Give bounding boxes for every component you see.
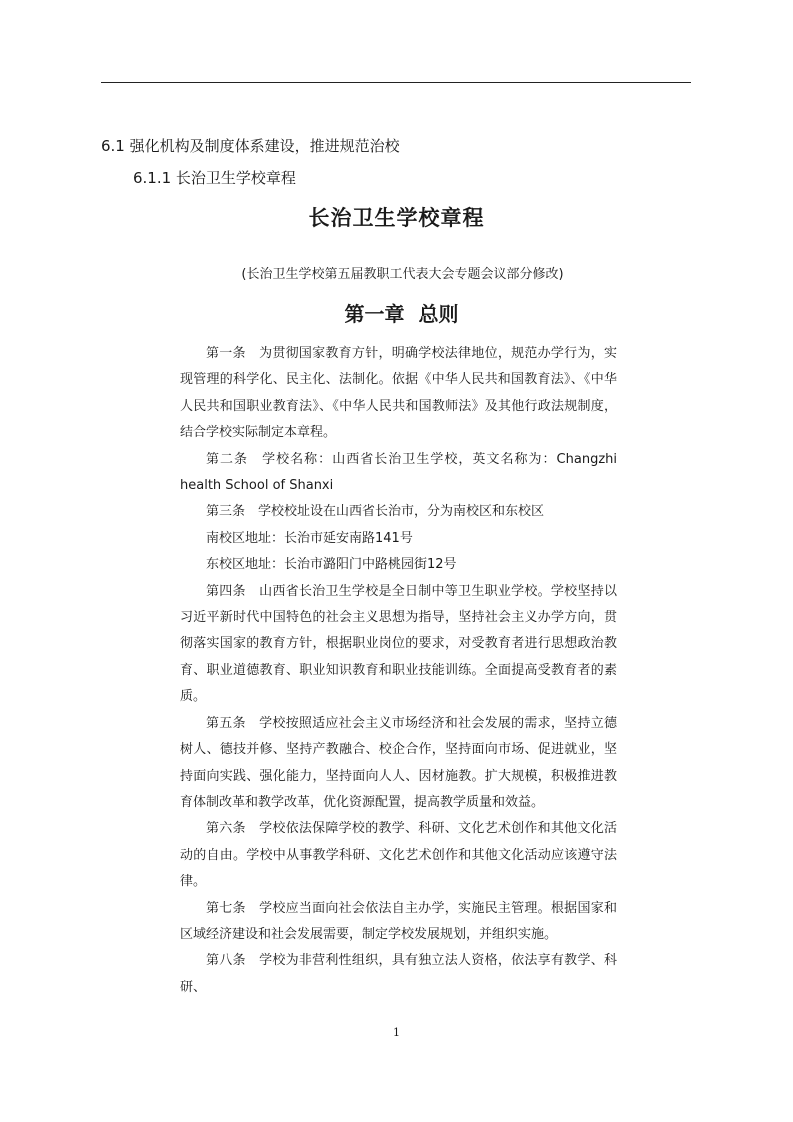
article-3: 第三条 学校校址设在山西省长治市，分为南校区和东校区 bbox=[206, 504, 545, 520]
chapter-name: 总则 bbox=[418, 302, 459, 326]
document-body bbox=[180, 341, 617, 1001]
south-campus-address: 南校区地址：长治市延安南路141号 bbox=[206, 530, 413, 546]
article-8: 第八条 学校为非营利性组织，具有独立法人资格，依法享有教学、科研、 bbox=[180, 953, 617, 995]
article-6: 第六条 学校依法保障学校的教学、科研、文化艺术创作和其他文化活动的自由。学校中从事教学科研、文化艺术创作和其他文化活动应该遵守法律。 bbox=[180, 821, 617, 890]
article-7: 第七条 学校应当面向社会依法自主办学，实施民主管理。根据国家和区域经济建设和社会发展需要，制定学校发展规划，并组织实施。 bbox=[180, 900, 617, 942]
document-subtitle: (长治卫生学校第五届教职工代表大会专题会议部分修改) bbox=[241, 267, 564, 282]
article-2: 第二条 学校名称：山西省长治卫生学校，英文名称为：Changzhi health School of Shanxi bbox=[180, 451, 617, 494]
sub-heading: 6.1.1 长治卫生学校章程 bbox=[133, 169, 296, 187]
chapter-number: 第一章 bbox=[344, 302, 405, 326]
document-title: 长治卫生学校章程 bbox=[308, 206, 485, 230]
section-heading: 6.1 强化机构及制度体系建设，推进规范治校 bbox=[101, 137, 400, 155]
east-campus-address: 东校区地址：长治市潞阳门中路桃园街12号 bbox=[206, 557, 457, 573]
article-1: 第一条 为贯彻国家教育方针，明确学校法律地位，规范办学行为，实现管理的科学化、民主化、法制化。依据《中华人民共和国教育法》、《中华人民共和国职业教育法》、《中华人民共和国教师法》及其他行政法规制度，结合学校实际制定本章程。 bbox=[180, 346, 617, 441]
chapter-title bbox=[0, 299, 793, 329]
header-rule bbox=[101, 82, 691, 83]
article-4: 第四条 山西省长治卫生学校是全日制中等卫生职业学校。学校坚持以习近平新时代中国特色的社会主义思想为指导，坚持社会主义办学方向，贯彻落实国家的教育方针，根据职业岗位的要求，对受教育者进行思想政治教育、职业道德教育、职业知识教育和职业技能训练。全面提高受教育者的素质。 bbox=[180, 583, 617, 705]
page-number: 1 bbox=[393, 1026, 400, 1039]
article-5: 第五条 学校按照适应社会主义市场经济和社会发展的需求，坚持立德树人、德技并修、坚持产教融合、校企合作，坚持面向市场、促进就业，坚持面向实践、强化能力，坚持面向人人、因材施教。扩大规模，积极推进教育体制改革和教学改革，优化资源配置，提高教学质量和效益。 bbox=[180, 715, 617, 810]
